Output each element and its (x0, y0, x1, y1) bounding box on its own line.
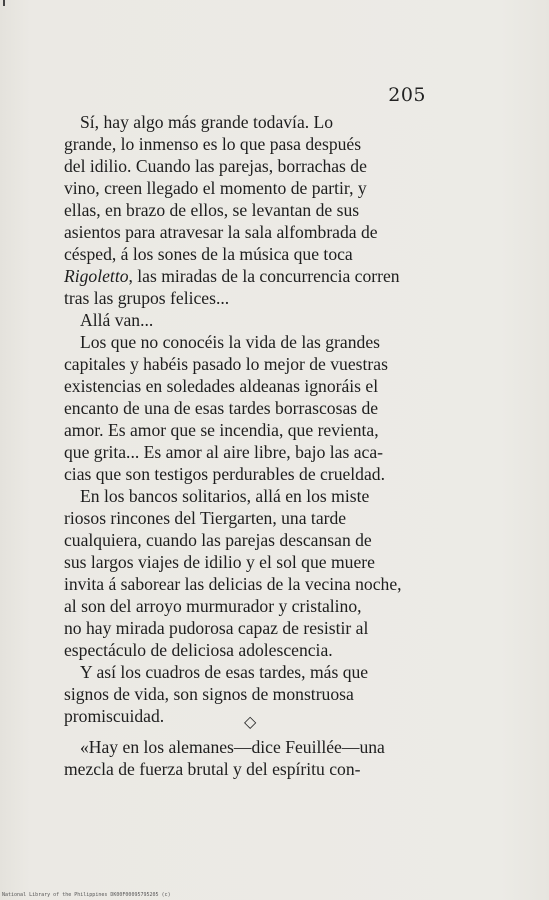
corner-mark (3, 0, 5, 6)
text-line: invita á saborear las delicias de la vecina noche, (64, 574, 402, 594)
text-line: cias que son testigos perdurables de crueldad. (64, 464, 385, 484)
text-line: Sí, hay algo más grande todavía. Lo (80, 112, 334, 132)
quote-text (64, 736, 431, 780)
scan-footer: National Library of the Philippines DK00F00095795205 (c) (2, 892, 171, 898)
body-text (64, 111, 431, 727)
text-line: cualquiera, cuando las parejas descansan de (64, 530, 372, 550)
opera-title: Rigoletto (64, 266, 129, 286)
text-line: no hay mirada pudorosa capaz de resistir al (64, 618, 369, 638)
paragraph-6 (64, 736, 431, 780)
text-line: amor. Es amor que se incendia, que revienta, (64, 420, 379, 440)
text-line: Allá van... (80, 310, 154, 330)
text-line: asientos para atravesar la sala alfombrada de (64, 222, 378, 242)
text-line: tras las grupos felices... (64, 288, 230, 308)
page-number: 205 (388, 84, 426, 106)
text-line: del idilio. Cuando las parejas, borrachas de (64, 156, 367, 176)
text-line: capitales y habéis pasado lo mejor de vuestras (64, 354, 388, 374)
paragraph-4 (64, 485, 431, 661)
text-line: ellas, en brazo de ellos, se levantan de sus (64, 200, 360, 220)
text-line: vino, creen llegado el momento de partir, y (64, 178, 367, 198)
text-line: promiscuidad. (64, 706, 165, 726)
text-line: mezcla de fuerza brutal y del espíritu con- (64, 759, 361, 779)
paragraph-3 (64, 331, 431, 485)
paragraph-1 (64, 111, 431, 309)
text-line: Rigoletto, las miradas de la concurrencia corren (64, 266, 400, 286)
text-line: En los bancos solitarios, allá en los miste (80, 486, 370, 506)
text-line: Y así los cuadros de esas tardes, más que (80, 662, 369, 682)
text-line: existencias en soledades aldeanas ignoráis el (64, 376, 379, 396)
text-line: grande, lo inmenso es lo que pasa después (64, 134, 362, 154)
text-line: al son del arroyo murmurador y cristalino, (64, 596, 362, 616)
text-line: sus largos viajes de idilio y el sol que muere (64, 552, 375, 572)
paragraph-2 (64, 309, 431, 331)
text-line: «Hay en los alemanes—dice Feuillée—una (80, 737, 385, 757)
text-line: espectáculo de deliciosa adolescencia. (64, 640, 333, 660)
text-line: Los que no conocéis la vida de las grandes (80, 332, 380, 352)
text-line: signos de vida, son signos de monstruosa (64, 684, 354, 704)
fleuron-ornament: ◇ (244, 712, 257, 731)
text-line: césped, á los sones de la música que toca (64, 244, 353, 264)
text-line: riosos rincones del Tiergarten, una tarde (64, 508, 347, 528)
text-line: que grita... Es amor al aire libre, bajo las aca- (64, 442, 383, 462)
text-line: encanto de una de esas tardes borrascosas de (64, 398, 379, 418)
